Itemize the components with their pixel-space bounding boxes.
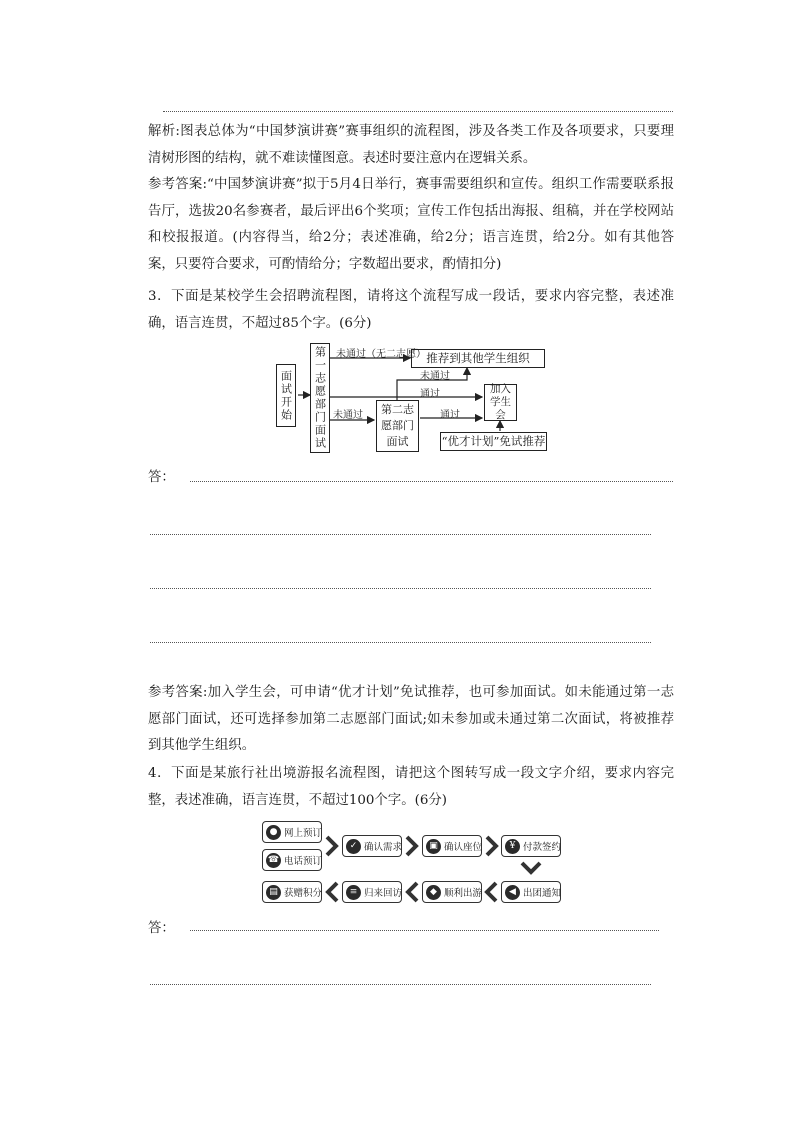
chevron-right-icon xyxy=(485,835,499,857)
recommend-other-node: 推荐到其他学生组织 xyxy=(411,349,545,368)
answer-line-4b[interactable] xyxy=(150,984,651,985)
chevron-right-icon xyxy=(325,835,339,857)
question-4-answer-label: 答： xyxy=(148,921,175,936)
phone-booking-label: 电话预订 xyxy=(284,856,323,867)
chevron-down-icon xyxy=(520,861,542,875)
answer-line-3c[interactable] xyxy=(150,588,651,589)
yen-icon: ¥ xyxy=(505,839,520,854)
return-visit-step xyxy=(342,881,402,903)
online-booking-step xyxy=(262,821,322,843)
chevron-left-icon xyxy=(405,881,419,903)
join-node: 加入学生会 xyxy=(484,384,517,421)
return-visit-label: 归来回访 xyxy=(364,888,403,899)
answer-line-3b[interactable] xyxy=(150,534,651,535)
label-fail-top: 未通过 xyxy=(420,371,450,382)
question-3-answer-label: 答： xyxy=(148,470,175,485)
travel-label: 顺利出游 xyxy=(444,888,483,899)
answer-line-4a[interactable] xyxy=(190,930,659,931)
first-dept-node: 第一志愿部门面试 xyxy=(310,343,330,453)
sign-contract-step xyxy=(501,835,561,857)
question-4-text: 4．下面是某旅行社出境游报名流程图，请把这个图转写成一段文字介绍，要求内容完整，表述准确，语言连贯，不超过100个字。(6分) xyxy=(148,766,674,808)
label-pass-top: 通过 xyxy=(420,389,440,400)
start-node: 面试开始 xyxy=(276,364,296,427)
chevron-right-icon xyxy=(405,835,419,857)
points-step xyxy=(262,881,322,903)
online-booking-label: 网上预订 xyxy=(284,828,323,839)
list-icon: ≡ xyxy=(346,885,361,900)
confirm-needs-label: 确认需求 xyxy=(364,842,403,853)
reference-answer-3-label: 参考答案: xyxy=(148,685,208,700)
reference-answer-3 xyxy=(148,680,674,760)
answer-line-3d[interactable] xyxy=(150,642,651,643)
talent-plan-node: “优才计划”免试推荐 xyxy=(440,432,547,451)
points-label: 获赠积分 xyxy=(284,888,323,899)
gift-icon: ▤ xyxy=(266,885,281,900)
confirm-seat-step xyxy=(422,835,482,857)
label-fail-mid: 未通过 xyxy=(333,410,363,421)
label-pass-mid: 通过 xyxy=(440,410,460,421)
chevron-left-icon xyxy=(484,881,498,903)
speaker-icon: ◀ xyxy=(505,885,520,900)
reference-answer-3-text: 加入学生会，可申请“优才计划”免试推荐，也可参加面试。如未能通过第一志愿部门面试，还可选择参加第二志愿部门面试;如未参加或未通过第二次面试，将被推荐到其他学生组织。 xyxy=(148,685,674,753)
confirm-needs-step xyxy=(342,835,402,857)
group-notice-label: 出团通知 xyxy=(523,888,562,899)
confirm-seat-label: 确认座位 xyxy=(444,842,483,853)
group-notice-step xyxy=(501,881,561,903)
lock-icon: ● xyxy=(266,825,281,840)
answer-line-3a[interactable] xyxy=(190,481,673,482)
reference-answer-2-label: 参考答案: xyxy=(148,177,207,192)
sign-contract-label: 付款签约 xyxy=(523,842,562,853)
travel-step xyxy=(422,881,482,903)
explanation-text: 图表总体为“中国梦演讲赛”赛事组织的流程图，涉及各类工作及各项要求，只要理清树形图的结构，就不难读懂图意。表述时要注意内在逻辑关系。 xyxy=(148,124,674,166)
second-dept-node: 第二志愿部门面试 xyxy=(376,400,419,452)
phone-icon: ☎ xyxy=(266,853,281,868)
explanation-label: 解析: xyxy=(148,124,180,139)
phone-booking-step xyxy=(262,849,322,871)
check-icon: ✓ xyxy=(346,839,361,854)
reference-answer-2-text: “中国梦演讲赛”拟于5月4日举行，赛事需要组织和宣传。组织工作需要联系报告厅，选拔20名参赛者，最后评出6个奖项；宣传工作包括出海报、组稿，并在学校网站和校报报道。(内容得当，给2分；表述准确，给2分；语言连贯，给2分。如有其他答案，只要符合要求，可酌情给分；字数超出要求，酌情扣分) xyxy=(148,177,674,272)
question-3-text: 3．下面是某校学生会招聘流程图，请将这个流程写成一段话，要求内容完整，表述准确，语言连贯，不超过85个字。(6分) xyxy=(148,289,674,331)
label-fail-no-second: 未通过（无二志愿） xyxy=(336,349,426,360)
seat-icon: ▣ xyxy=(426,839,441,854)
chevron-left-icon xyxy=(325,881,339,903)
bag-icon: ◆ xyxy=(426,885,441,900)
